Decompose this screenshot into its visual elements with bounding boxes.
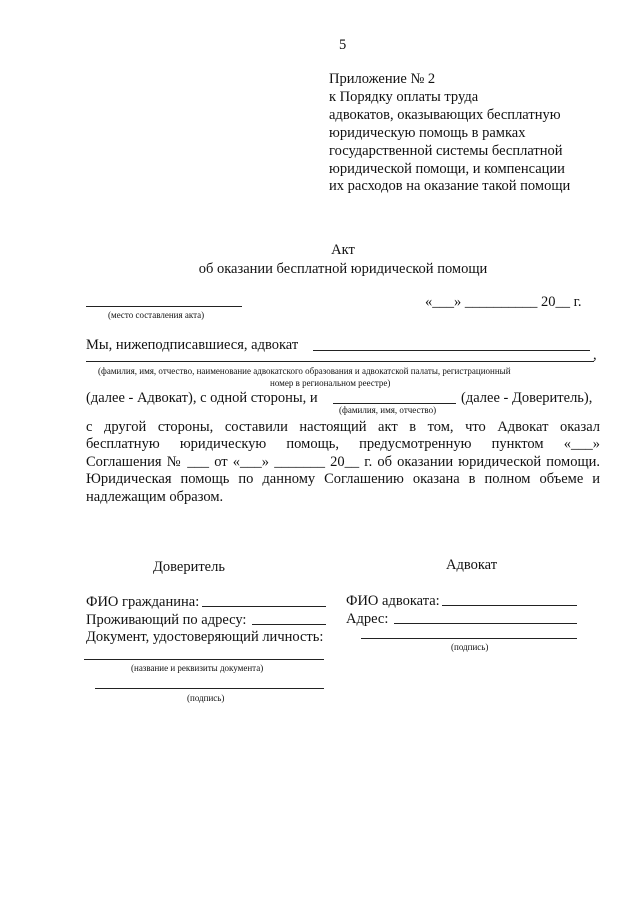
appendix-line: государственной системы бесплатной [329,143,563,159]
appendix-title: Приложение № 2 [329,71,436,87]
appendix-line: их расходов на оказание такой помощи [329,178,571,194]
lawyer-name-line-2[interactable] [86,361,594,362]
client-caption: (фамилия, имя, отчество) [339,405,437,415]
act-subtitle: об оказании бесплатной юридической помощи [198,261,488,277]
lawyer-address-field[interactable] [394,623,577,624]
lawyer-fio-field[interactable] [442,605,577,606]
act-title: Акт [331,242,355,258]
client-doc-caption: (название и реквизиты документа) [131,663,264,673]
date-line[interactable]: «___» __________ 20__ г. [425,294,582,310]
client-name-line[interactable] [333,403,456,404]
client-document-field[interactable] [84,659,324,660]
client-fio-label: ФИО гражданина: [86,594,200,610]
lawyer-address-label: Адрес: [346,611,389,627]
client-heading: Доверитель [153,559,225,575]
appendix-line: юридическую помощь в рамках [329,125,526,141]
party-text-right: (далее - Доверитель), [461,390,593,406]
appendix-line: к Порядку оплаты труда [329,89,479,105]
lawyer-fio-label: ФИО адвоката: [346,593,440,609]
lawyer-heading: Адвокат [446,557,498,573]
intro-text: Мы, нижеподписавшиеся, адвокат [86,337,299,353]
client-signature-line[interactable] [95,688,324,689]
place-line[interactable] [86,306,242,307]
paragraph-line: надлежащим образом. [86,489,224,505]
lawyer-caption-2: номер в региональном реестре) [270,378,391,388]
client-address-field[interactable] [252,624,326,625]
paragraph-line: с другой стороны, составили настоящий акт в том, что Адвокат оказал [86,419,600,435]
client-sign-caption: (подпись) [187,693,225,703]
paragraph-line: бесплатную юридическую помощь, предусмотренную пунктом «___» [86,436,600,452]
paragraph-line: Юридическая помощь по данному Соглашению оказана в полном объеме и [86,471,600,487]
lawyer-sign-caption: (подпись) [451,642,489,652]
paragraph-line: Соглашения № ___ от «___» _______ 20__ г. об оказании юридической помощи. [86,454,600,470]
client-address-label: Проживающий по адресу: [86,612,247,628]
party-text: (далее - Адвокат), с одной стороны, и [86,390,318,406]
place-caption: (место составления акта) [108,310,205,320]
lawyer-signature-line[interactable] [361,638,577,639]
client-fio-field[interactable] [202,606,326,607]
appendix-line: адвокатов, оказывающих бесплатную [329,107,561,123]
comma: , [593,347,597,363]
page-number: 5 [339,37,347,53]
client-document-label: Документ, удостоверяющий личность: [86,629,324,645]
lawyer-name-line[interactable] [313,350,590,351]
appendix-line: юридической помощи, и компенсации [329,161,565,177]
lawyer-caption: (фамилия, имя, отчество, наименование адвокатского образования и адвокатской палаты, регистрационный [98,366,511,376]
